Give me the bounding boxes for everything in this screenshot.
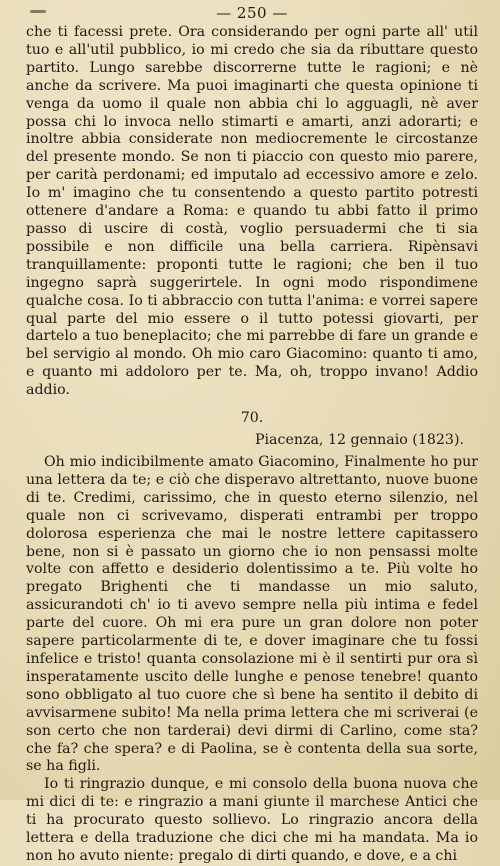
ink-mark (30, 10, 46, 13)
page-number: — 250 — (216, 4, 288, 22)
letter-70-paragraph-2: Io ti ringrazio dunque, e mi consolo della buona nuova che mi dici di te: e ringrazio a mani giunte il marchese Antici che ti ha procurato questo sollievo. Lo ringrazio ancora della lettera e della traduzione che dici che mi ha mandata. Ma io non ho avuto niente: pregalo di dirti quando, e dove, e a chi (26, 776, 478, 864)
book-page (26, 4, 478, 864)
letter-70-dateline: Piacenza, 12 gennaio (1823). (254, 432, 464, 449)
letter-70-number: 70. (240, 410, 264, 427)
letter-69-continuation: che ti facessi prete. Ora considerando per ogni parte all' util tuo e all'util pubblico, io mi credo che sia da ributtare questo partito. Lungo sarebbe discorrerne tutte le ragioni; e nè anche da scrivere. Ma puoi imaginarti che questa opinione ti venga da uomo il quale non abbia chi lo agguagli, nè aver possa chi lo invoca nello stimarti e amarti, anzi adorarti; e inoltre abbia considerate non mediocremente le circostanze del presente mondo. Se non ti piaccio con questo mio parere, per carità perdonami; ed imputalo ad eccessivo amore e zelo. Io m' imagino che tu consentendo a questo partito potresti ottenere d'andare a Roma: e quando tu abbi fatto il primo passo di uscire di costà, voglio persuadermi che ti sia possibile e non difficile una bella carriera. Ripènsavi tranquillamente: proponti tutte le ragioni; che ben il tuo ingegno saprà suggerirtele. In ogni modo rispondimene qualche cosa. Io ti abbraccio con tutta l'anima: e vorrei sapere qual parte del mio essere o il tutto potessi giovarti, per dartelo a tuo beneplacito; che mi parrebbe di fare un grande e bel servigio al mondo. Oh mio caro Giacomino: quanto ti amo, e quanto mi addoloro per te. Ma, oh, troppo invano! Addio addio. (26, 24, 478, 399)
letter-70-paragraph-1: Oh mio indicibilmente amato Giacomino, Finalmente ho pur una lettera da te; e ciò che disperavo altrettanto, nuove buone di te. Credimi, carissimo, che in questo eterno silenzio, nel quale non ci scrivevamo, disperati entrambi per troppo dolorosa esperienza che mai le nostre lettere capitassero bene, non si è passato un giorno che io non pensassi molte volte con affetto e desiderio dolentissimo a te. Più volte ho pregato Brighenti che ti mandasse un mio saluto, assicurandoti ch' io ti avevo sempre nella più intima e fedel parte del cuore. Oh mi era pure un gran dolore non poter sapere particolarmente di te, e dover imaginare che tu fossi infelice e tristo! quanta consolazione mi è il sentirti pur ora sì insperatamente uscito delle lunghe e penose tenebre! quanto sono obbligato al tuo cuore che sì bene ha sentito il debito di avvisarmene subito! Ma nella prima lettera che mi scriverai (e son certo che non tarderai) devi dirmi di Carlino, come sta? che fa? che spera? e di Paolina, se è contenta della sua sorte, se ha figli. (26, 454, 478, 775)
